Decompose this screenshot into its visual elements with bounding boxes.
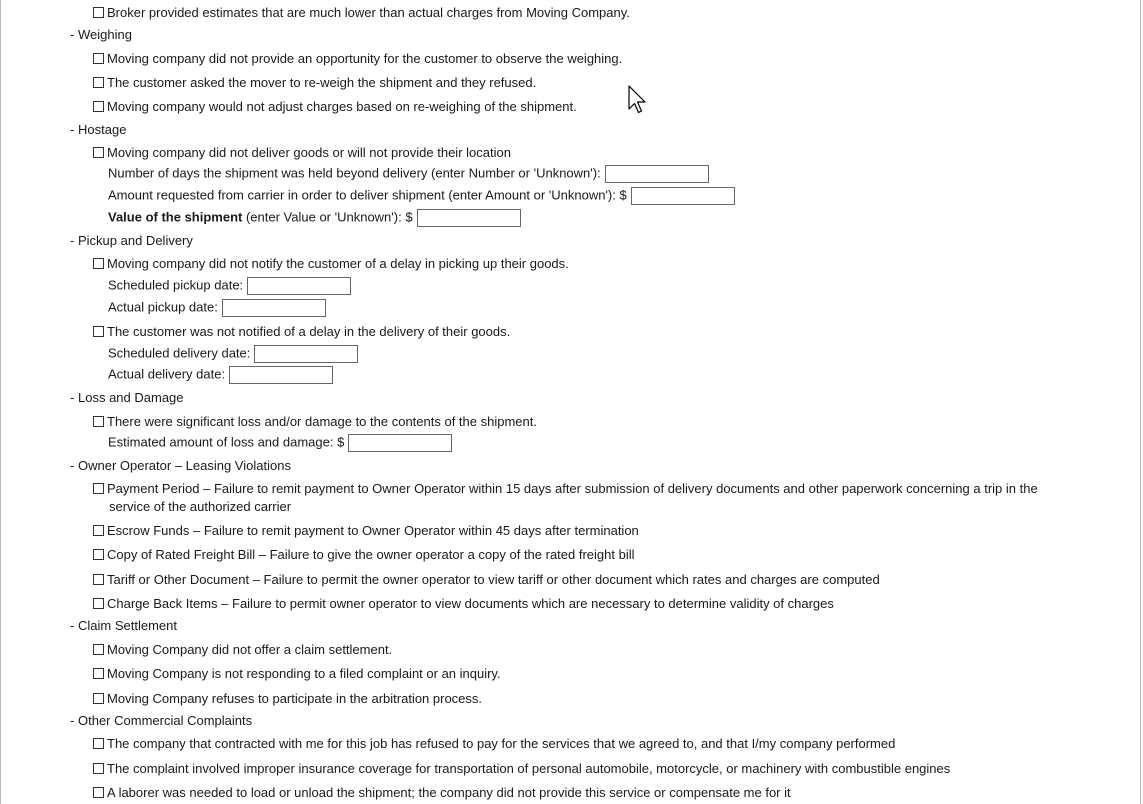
- checkbox[interactable]: [93, 258, 104, 269]
- section-title: Other Commercial Complaints: [78, 713, 253, 728]
- loss-estimate-input[interactable]: [348, 434, 452, 452]
- section-title: Owner Operator – Leasing Violations: [78, 458, 291, 473]
- field-label: (enter Value or 'Unknown'): $: [242, 209, 413, 225]
- field-label: Estimated amount of loss and damage: $: [108, 434, 345, 450]
- checkbox[interactable]: [93, 326, 104, 337]
- checkbox-row[interactable]: [93, 99, 577, 114]
- checkbox-label: Copy of Rated Freight Bill – Failure to give the owner operator a copy of the rated freight bill: [107, 547, 635, 562]
- field-label: Scheduled pickup date:: [108, 277, 244, 293]
- field-label-bold: Value of the shipment: [108, 209, 243, 225]
- checkbox-label: A laborer was needed to load or unload the shipment; the company did not provide this service or compensate me for it: [107, 785, 791, 800]
- scheduled-delivery-field: [108, 345, 358, 363]
- checkbox-label: Moving Company refuses to participate in the arbitration process.: [107, 691, 483, 706]
- checkbox[interactable]: [93, 693, 104, 704]
- scheduled-delivery-input[interactable]: [254, 345, 358, 363]
- checkbox-row[interactable]: [93, 51, 622, 66]
- amount-requested-field: [108, 187, 735, 205]
- checkbox-label: Moving company did not notify the customer of a delay in picking up their goods.: [107, 256, 569, 271]
- checkbox-label-continued: service of the authorized carrier: [109, 499, 292, 514]
- checkbox-row[interactable]: [93, 324, 510, 339]
- section-header-weighing[interactable]: - Weighing: [70, 27, 132, 42]
- actual-pickup-field: [108, 299, 326, 317]
- checkbox-label: Payment Period – Failure to remit payment to Owner Operator within 15 days after submission of delivery documents and other paperwork concerning a trip in the: [107, 481, 1038, 496]
- checkbox-row[interactable]: [93, 761, 950, 776]
- checkbox-label: Escrow Funds – Failure to remit payment to Owner Operator within 45 days after termination: [107, 523, 639, 538]
- section-title: Claim Settlement: [78, 618, 177, 633]
- checkbox-label: Tariff or Other Document – Failure to permit the owner operator to view tariff or other document which rates and charges are computed: [107, 572, 880, 587]
- checkbox-label: Moving company did not provide an opportunity for the customer to observe the weighing.: [107, 51, 623, 66]
- section-title: Pickup and Delivery: [78, 233, 193, 248]
- scheduled-pickup-field: [108, 277, 351, 295]
- checkbox-label: Moving company did not deliver goods or will not provide their location: [107, 145, 511, 160]
- checkbox-row[interactable]: [93, 596, 834, 611]
- field-label: Actual delivery date:: [108, 366, 226, 382]
- checkbox[interactable]: [93, 763, 104, 774]
- field-label: Actual pickup date:: [108, 299, 218, 315]
- section-title: Loss and Damage: [78, 390, 184, 405]
- checkbox-row[interactable]: [93, 414, 537, 429]
- scheduled-pickup-input[interactable]: [247, 277, 351, 295]
- checkbox[interactable]: [93, 787, 104, 798]
- section-header-owner-operator[interactable]: - Owner Operator – Leasing Violations: [70, 458, 291, 473]
- checkbox-row[interactable]: [93, 145, 511, 160]
- field-label: Amount requested from carrier in order to deliver shipment (enter Amount or 'Unknown'): $: [108, 187, 627, 203]
- section-header-other-complaints[interactable]: - Other Commercial Complaints: [70, 713, 253, 728]
- checkbox-label: The customer was not notified of a delay in the delivery of their goods.: [107, 324, 511, 339]
- checkbox-label: Moving company would not adjust charges based on re-weighing of the shipment.: [107, 99, 577, 114]
- checkbox[interactable]: [93, 574, 104, 585]
- checkbox-label: The customer asked the mover to re-weigh the shipment and they refused.: [107, 75, 537, 90]
- field-label: Number of days the shipment was held beyond delivery (enter Number or 'Unknown'):: [108, 165, 601, 181]
- checkbox[interactable]: [93, 147, 104, 158]
- checkbox-row[interactable]: [93, 75, 536, 90]
- checkbox-label: Broker provided estimates that are much lower than actual charges from Moving Company.: [107, 5, 630, 20]
- amount-requested-input[interactable]: [631, 187, 735, 205]
- checkbox-label: The company that contracted with me for this job has refused to pay for the services that we agreed to, and that I/my company performed: [107, 736, 896, 751]
- checkbox-label: Moving Company is not responding to a filed complaint or an inquiry.: [107, 666, 501, 681]
- checkbox[interactable]: [93, 101, 104, 112]
- checkbox[interactable]: [93, 7, 104, 18]
- checkbox[interactable]: [93, 668, 104, 679]
- checkbox-row[interactable]: [93, 691, 482, 706]
- loss-estimate-field: [108, 434, 452, 452]
- checkbox-label: The complaint involved improper insurance coverage for transportation of personal automobile, motorcycle, or machinery with combustible engines: [107, 761, 951, 776]
- checkbox[interactable]: [93, 525, 104, 536]
- mouse-pointer-icon: [628, 85, 648, 115]
- section-header-loss-damage[interactable]: - Loss and Damage: [70, 390, 184, 405]
- checkbox-row[interactable]: [93, 480, 1053, 516]
- days-held-field: [108, 165, 709, 183]
- section-header-hostage[interactable]: - Hostage: [70, 122, 127, 137]
- section-header-pickup-delivery[interactable]: - Pickup and Delivery: [70, 233, 193, 248]
- checkbox[interactable]: [93, 549, 104, 560]
- checkbox[interactable]: [93, 416, 104, 427]
- days-held-input[interactable]: [605, 165, 709, 183]
- shipment-value-input[interactable]: [417, 209, 521, 227]
- checkbox-label: There were significant loss and/or damage to the contents of the shipment.: [107, 414, 537, 429]
- section-header-claim-settlement[interactable]: - Claim Settlement: [70, 618, 177, 633]
- checkbox-row[interactable]: [93, 256, 569, 271]
- section-title: Weighing: [78, 27, 132, 42]
- checkbox-row[interactable]: [93, 736, 895, 751]
- checkbox[interactable]: [93, 738, 104, 749]
- checkbox-row[interactable]: [93, 666, 501, 681]
- section-title: Hostage: [78, 122, 127, 137]
- checkbox-row[interactable]: [93, 547, 635, 562]
- field-label: Scheduled delivery date:: [108, 345, 251, 361]
- checkbox[interactable]: [93, 77, 104, 88]
- checkbox[interactable]: [93, 598, 104, 609]
- actual-pickup-input[interactable]: [222, 299, 326, 317]
- checkbox-row[interactable]: [93, 642, 392, 657]
- checkbox-label: Charge Back Items – Failure to permit owner operator to view documents which are necessary to determine validity of charges: [107, 596, 834, 611]
- shipment-value-field: [108, 209, 521, 227]
- checkbox-row[interactable]: [93, 523, 639, 538]
- actual-delivery-input[interactable]: [229, 366, 333, 384]
- checkbox[interactable]: [93, 644, 104, 655]
- checkbox-row[interactable]: [93, 572, 880, 587]
- actual-delivery-field: [108, 366, 333, 384]
- checkbox[interactable]: [93, 53, 104, 64]
- checkbox[interactable]: [93, 483, 104, 494]
- checkbox-row[interactable]: [93, 785, 791, 800]
- checkbox-row[interactable]: [93, 5, 630, 20]
- checkbox-label: Moving Company did not offer a claim settlement.: [107, 642, 393, 657]
